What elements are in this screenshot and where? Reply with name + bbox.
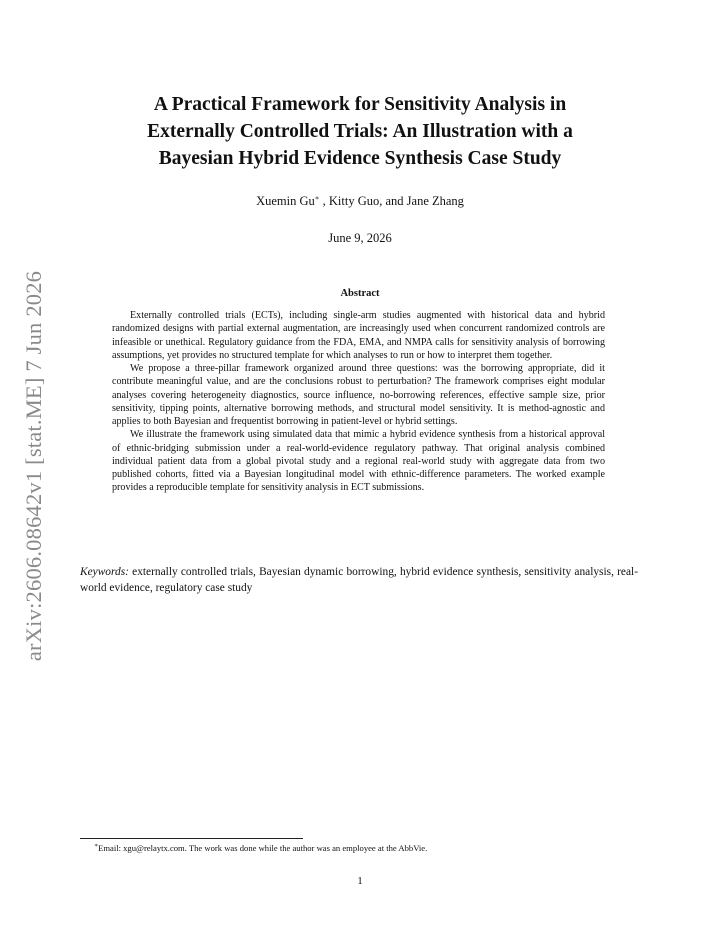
abstract-paragraph: We propose a three-pillar framework organized around three questions: was the borrowing appropriate, did it contribute meaningful value, and are the conclusions robust to perturbation? The framework comprises eight modular analyses covering heterogeneity diagnostics, source influence, no-borrowing references, effective sample size, prior sensitivity, tipping points, alternative borrowing methods, and structural model sensitivity. It is method-agnostic and applies to both Bayesian and frequentist borrowing in patient-level or hybrid settings. (112, 363, 605, 427)
footnote-text: Email: xgu@relaytx.com. The work was done while the author was an employee at the AbbVie. (98, 842, 428, 853)
publication-date: June 9, 2026 (328, 231, 392, 245)
title-line: A Practical Framework for Sensitivity Analysis in (153, 94, 567, 115)
footnote-divider (80, 838, 303, 839)
page-number: 1 (357, 875, 363, 887)
keywords-text: externally controlled trials, Bayesian dynamic borrowing, hybrid evidence synthesis, sensitivity analysis, real-world evidence, regulatory case study (80, 566, 638, 594)
abstract-paragraph: We illustrate the framework using simulated data that mimic a hybrid evidence synthesis from a historical approval of ethnic-bridging submission under a real-world-evidence regulatory pathway. That original analysis combined individual patient data from a global pivotal study and a regional real-world study with aggregate data from two published cohorts, fitted via a Bayesian longitudinal model with ethnic-difference parameters. The worked example provides a reproducible template for sensitivity analysis in ECT submissions. (112, 429, 605, 494)
author-footnote-mark: ∗ (314, 194, 320, 202)
author-others: , Kitty Guo, and Jane Zhang (319, 194, 464, 209)
keywords-label: Keywords: (80, 566, 129, 578)
abstract-paragraph: Externally controlled trials (ECTs), including single-arm studies augmented with historical data and hybrid randomized designs with partial external augmentation, are increasingly used when concurrent randomized controls are infeasible or unethical. Regulatory guidance from the FDA, EMA, and NMPA calls for sensitivity analysis of borrowing assumptions, yet provides no structured template for which analyses to run or how to interpret them together. (112, 310, 605, 361)
footnote (94, 842, 427, 853)
abstract-heading: Abstract (340, 288, 380, 299)
title-line: Externally Controlled Trials: An Illustration with a (147, 121, 573, 142)
paper-title (60, 91, 660, 172)
title-line: Bayesian Hybrid Evidence Synthesis Case Study (158, 148, 562, 169)
author-list (0, 194, 720, 209)
arxiv-identifier-stamp: arXiv:2606.08642v1 [stat.ME] 7 Jun 2026 (21, 270, 46, 662)
abstract-body (112, 309, 605, 495)
keywords (80, 564, 638, 596)
author-first: Xuemin Gu (256, 194, 315, 209)
footnote-mark: ∗ (94, 843, 99, 849)
